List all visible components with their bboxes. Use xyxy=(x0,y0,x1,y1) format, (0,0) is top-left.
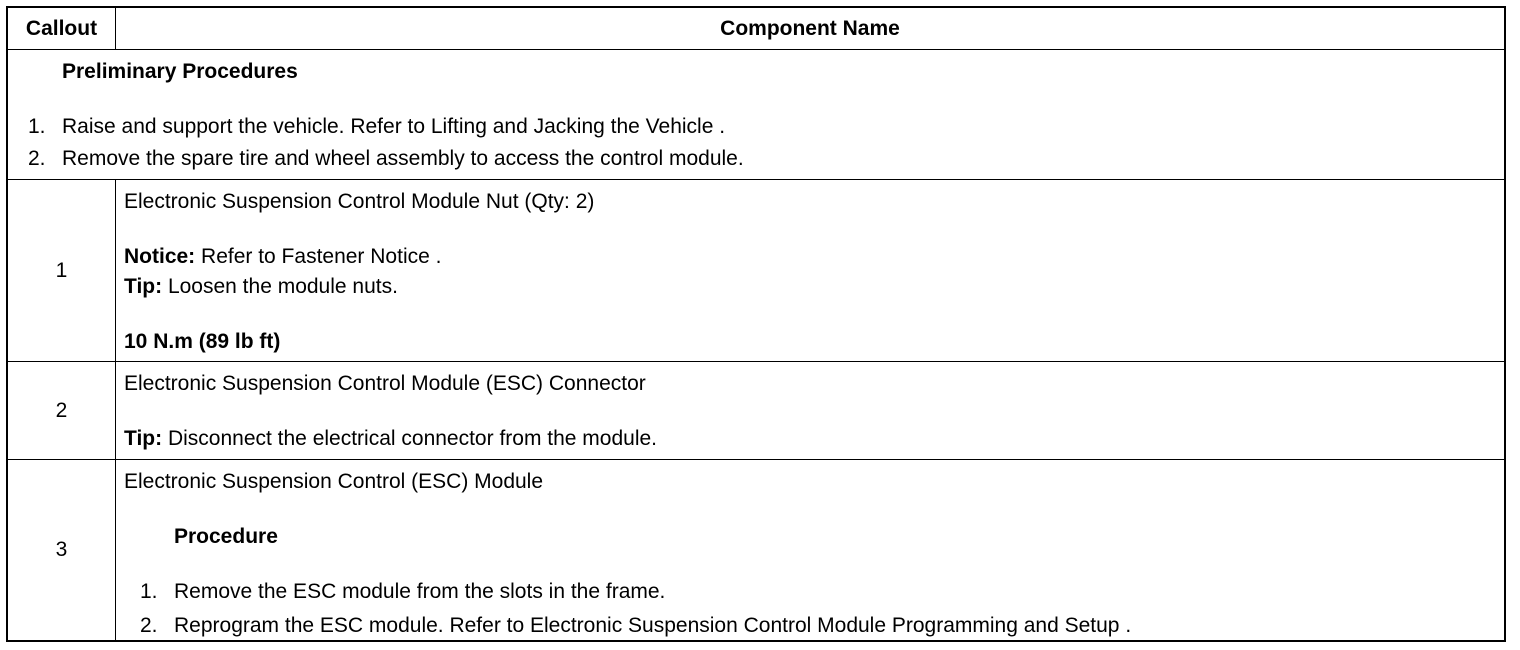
callout-header-cell xyxy=(8,8,116,49)
component-name: Electronic Suspension Control Module (ESC) Connector xyxy=(124,372,646,395)
tip-text: Disconnect the electrical connector from the module. xyxy=(162,427,658,450)
table-row xyxy=(8,361,1504,460)
component-cell xyxy=(116,460,1504,640)
table-row xyxy=(8,179,1504,362)
table-header-row xyxy=(8,8,1504,49)
callout-cell xyxy=(8,180,116,362)
table-row xyxy=(8,459,1504,640)
procedure-table xyxy=(6,6,1506,642)
tip-text: Loosen the module nuts. xyxy=(162,275,398,298)
component-name: Electronic Suspension Control Module Nut (Qty: 2) xyxy=(124,190,595,213)
preliminary-step-text: Raise and support the vehicle. Refer to Lifting and Jacking the Vehicle . xyxy=(62,115,726,138)
callout-cell xyxy=(8,460,116,640)
torque-spec: 10 N.m (89 lb ft) xyxy=(124,330,281,353)
procedure-step-number: 2. xyxy=(140,614,158,637)
tip-line xyxy=(124,427,657,451)
notice-line xyxy=(124,245,441,269)
component-name: Electronic Suspension Control (ESC) Module xyxy=(124,470,544,493)
notice-label: Notice: xyxy=(124,245,196,268)
tip-line xyxy=(124,275,398,299)
callout-number: 2 xyxy=(55,399,68,422)
callout-cell xyxy=(8,362,116,460)
preliminary-step-text: Remove the spare tire and wheel assembly to access the control module. xyxy=(62,147,744,170)
callout-number: 3 xyxy=(55,538,68,561)
callout-header: Callout xyxy=(25,16,98,40)
callout-number: 1 xyxy=(55,259,68,282)
procedure-step-text: Remove the ESC module from the slots in the frame. xyxy=(174,580,666,603)
preliminary-row xyxy=(8,49,1504,180)
procedure-step-number: 1. xyxy=(140,580,158,603)
component-header-cell xyxy=(116,8,1504,49)
procedure-title: Procedure xyxy=(174,525,278,548)
preliminary-title: Preliminary Procedures xyxy=(62,60,298,83)
component-cell xyxy=(116,180,1504,362)
tip-label: Tip: xyxy=(124,275,163,298)
procedure-step-text: Reprogram the ESC module. Refer to Electronic Suspension Control Module Programming and Setup . xyxy=(174,614,1132,637)
tip-label: Tip: xyxy=(124,427,163,450)
component-cell xyxy=(116,362,1504,460)
preliminary-step-number: 1. xyxy=(28,115,46,138)
component-name-header: Component Name xyxy=(720,16,900,40)
notice-text: Refer to Fastener Notice . xyxy=(195,245,442,268)
preliminary-step-number: 2. xyxy=(28,147,46,170)
